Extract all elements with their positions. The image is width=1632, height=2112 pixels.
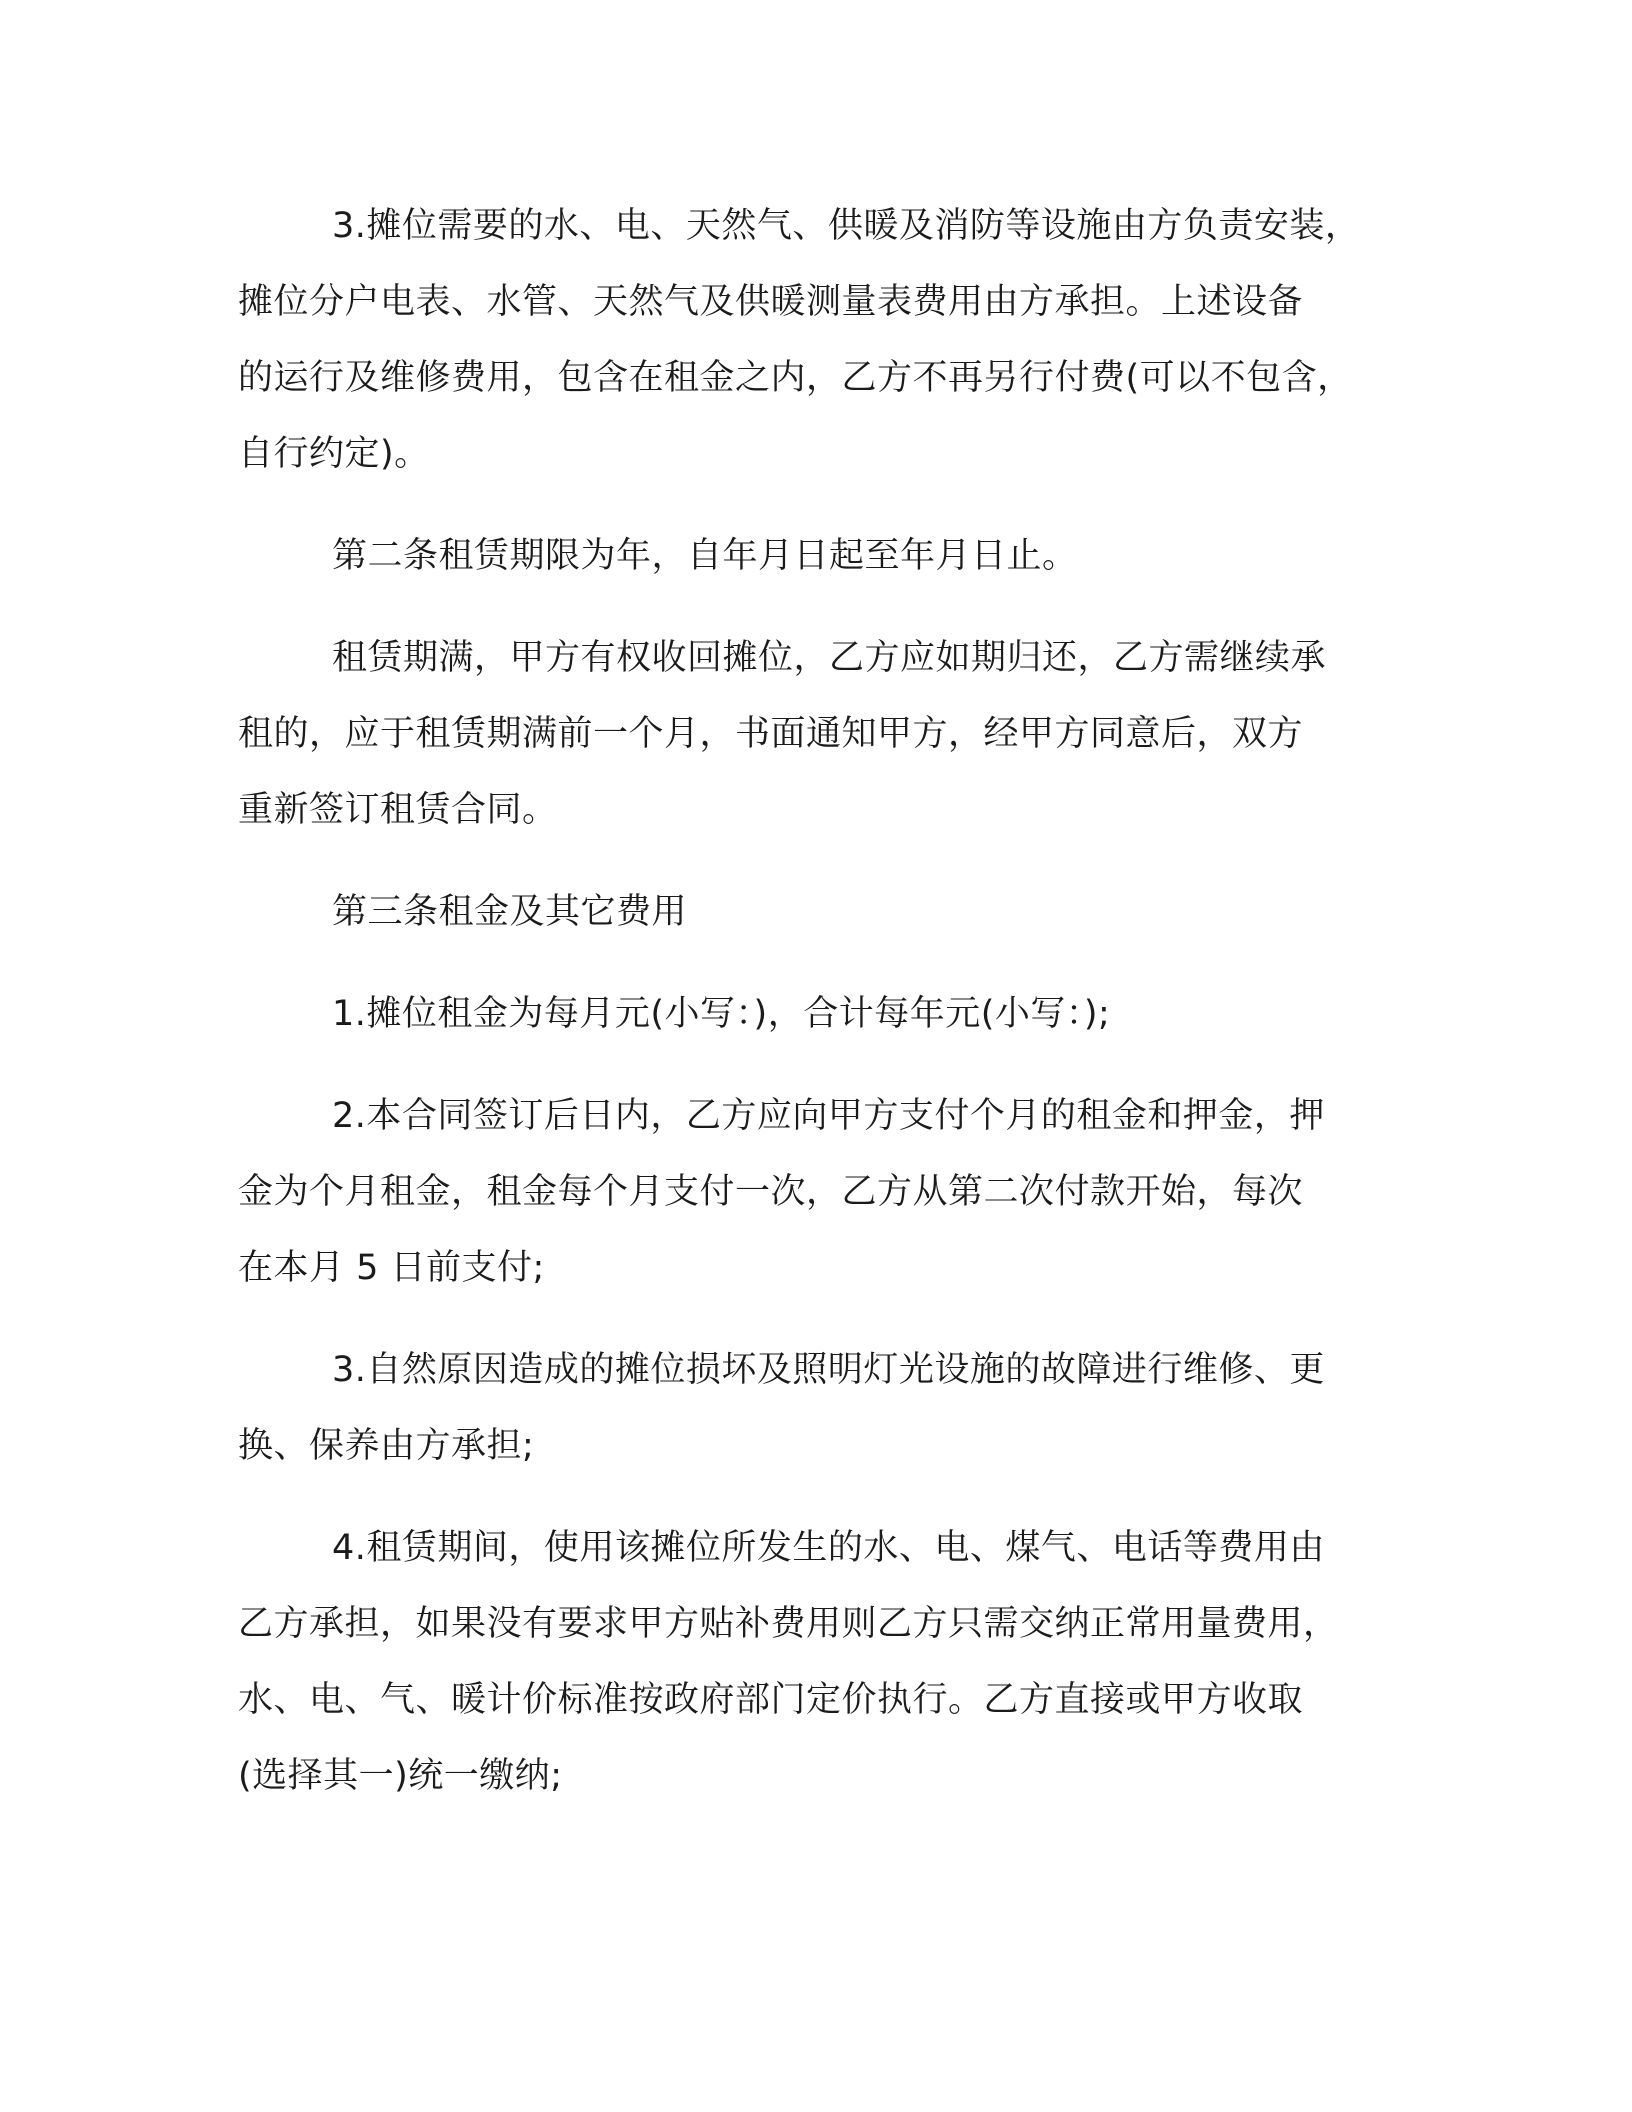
text-line: 第三条租金及其它费用 [332,892,688,932]
document-body [238,188,1404,1814]
text-line: 4.租赁期间，使用该摊位所发生的水、电、煤气、电话等费用由 [332,1528,1325,1568]
rent-fees-heading [238,874,1404,950]
text-line: 自行约定)。 [238,434,430,474]
text-line: 摊位分户电表、水管、天然气及供暖测量表费用由方承担。上述设备 [238,282,1304,322]
text-line: 租的，应于租赁期满前一个月，书面通知甲方，经甲方同意后，双方 [238,714,1304,754]
text-line: 2.本合同签订后日内，乙方应向甲方支付个月的租金和押金，押 [332,1096,1325,1136]
text-line: 水、电、气、暖计价标准按政府部门定价执行。乙方直接或甲方收取 [238,1680,1304,1720]
text-line: 租赁期满，甲方有权收回摊位，乙方应如期归还，乙方需继续承 [332,638,1327,678]
text-line: 金为个月租金，租金每个月支付一次，乙方从第二次付款开始，每次 [238,1172,1304,1212]
text-line: 第二条租赁期限为年，自年月日起至年月日止。 [332,536,1078,576]
text-line: 换、保养由方承担; [238,1426,535,1466]
lease-term-heading [238,518,1404,594]
text-line: 重新签订租赁合同。 [238,790,558,830]
rent-amount-paragraph [238,976,1404,1052]
text-line: (选择其一)统一缴纳; [238,1756,563,1796]
text-line: 3.摊位需要的水、电、天然气、供暖及消防等设施由方负责安装， [332,206,1361,246]
repair-maintenance-paragraph [238,1332,1404,1484]
text-line: 乙方承担，如果没有要求甲方贴补费用则乙方只需交纳正常用量费用， [238,1604,1339,1644]
text-line: 在本月 5 日前支付; [238,1248,545,1288]
lease-expiry-paragraph [238,620,1404,848]
payment-deposit-paragraph [238,1078,1404,1306]
text-line: 1.摊位租金为每月元(小写：)，合计每年元(小写：); [332,994,1111,1034]
text-line: 的运行及维修费用，包含在租金之内，乙方不再另行付费(可以不包含， [238,358,1353,398]
text-line: 3.自然原因造成的摊位损坏及照明灯光设施的故障进行维修、更 [332,1350,1325,1390]
clause-facilities-paragraph [238,188,1404,492]
utilities-paragraph [238,1510,1404,1814]
